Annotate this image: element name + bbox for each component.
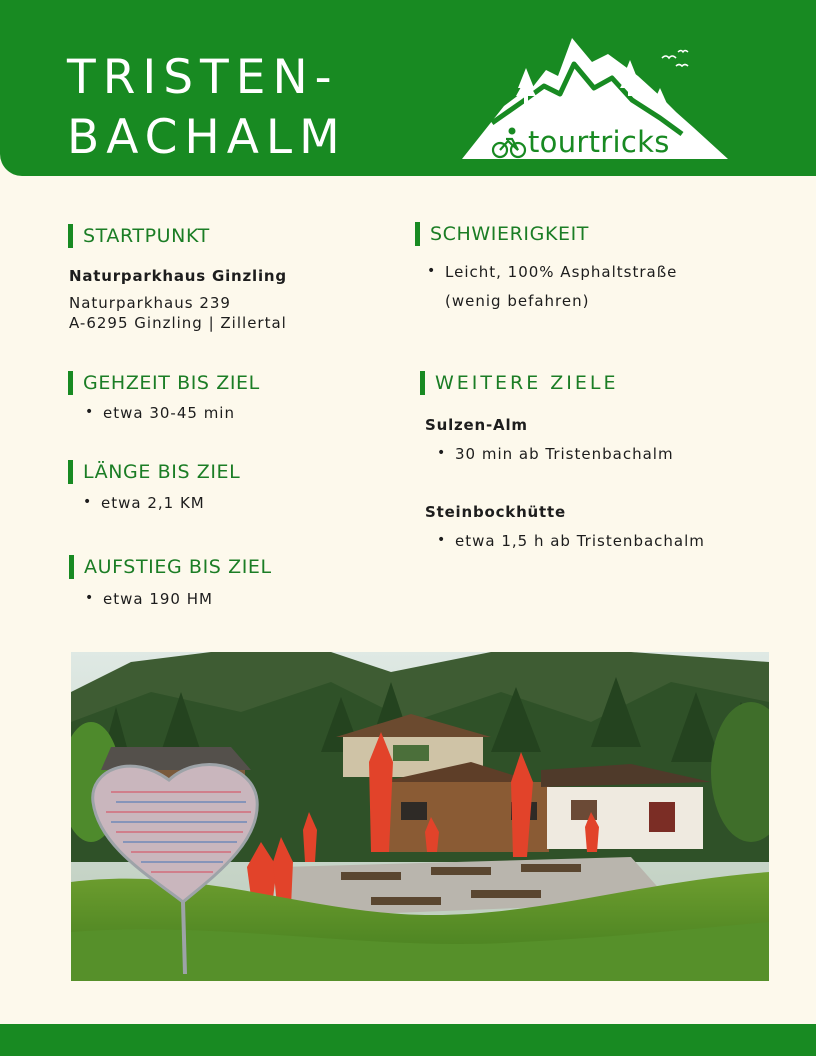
heading-bar	[68, 371, 73, 395]
aufstieg-heading-label: AUFSTIEG BIS ZIEL	[84, 556, 272, 578]
schwierigkeit-heading	[415, 222, 589, 246]
startpunkt-name: Naturparkhaus Ginzling	[69, 267, 287, 285]
laenge-heading-label: LÄNGE BIS ZIEL	[83, 461, 241, 483]
schwierigkeit-value: • Leicht, 100% Asphaltstraße	[445, 263, 677, 281]
aufstieg-heading	[69, 555, 272, 579]
heading-bar	[68, 460, 73, 484]
title-line-1: TRISTEN-	[67, 50, 339, 105]
laenge-heading	[68, 460, 240, 484]
startpunkt-heading	[68, 224, 210, 248]
heading-bar	[68, 224, 73, 248]
aufstieg-value: • etwa 190 HM	[103, 590, 213, 608]
startpunkt-address-2: A-6295 Ginzling | Zillertal	[69, 314, 287, 332]
weitere-ziele-heading	[420, 371, 618, 395]
logo-text: tourtricks	[528, 125, 670, 159]
title-line-2: BACHALM	[67, 110, 347, 165]
heading-bar	[69, 555, 74, 579]
schwierigkeit-heading-label: SCHWIERIGKEIT	[430, 223, 590, 245]
startpunkt-address-1: Naturparkhaus 239	[69, 294, 231, 312]
page-title	[67, 48, 347, 168]
weitere-ziele-heading-label: WEITERE ZIELE	[435, 372, 619, 394]
laenge-value: • etwa 2,1 KM	[101, 494, 205, 512]
footer-bar	[0, 1024, 816, 1056]
startpunkt-heading-label: STARTPUNKT	[83, 225, 210, 247]
gehzeit-value: • etwa 30-45 min	[103, 404, 235, 422]
alm-photo	[71, 652, 769, 981]
ziel-1-detail: • 30 min ab Tristenbachalm	[455, 445, 674, 463]
ziel-2-detail: • etwa 1,5 h ab Tristenbachalm	[455, 532, 705, 550]
gehzeit-heading-label: GEHZEIT BIS ZIEL	[83, 372, 260, 394]
gehzeit-heading	[68, 371, 260, 395]
ziel-2-name: Steinbockhütte	[425, 503, 566, 521]
ziel-1-name: Sulzen-Alm	[425, 416, 528, 434]
heading-bar	[415, 222, 420, 246]
heading-bar	[420, 371, 425, 395]
schwierigkeit-note: (wenig befahren)	[445, 292, 590, 310]
